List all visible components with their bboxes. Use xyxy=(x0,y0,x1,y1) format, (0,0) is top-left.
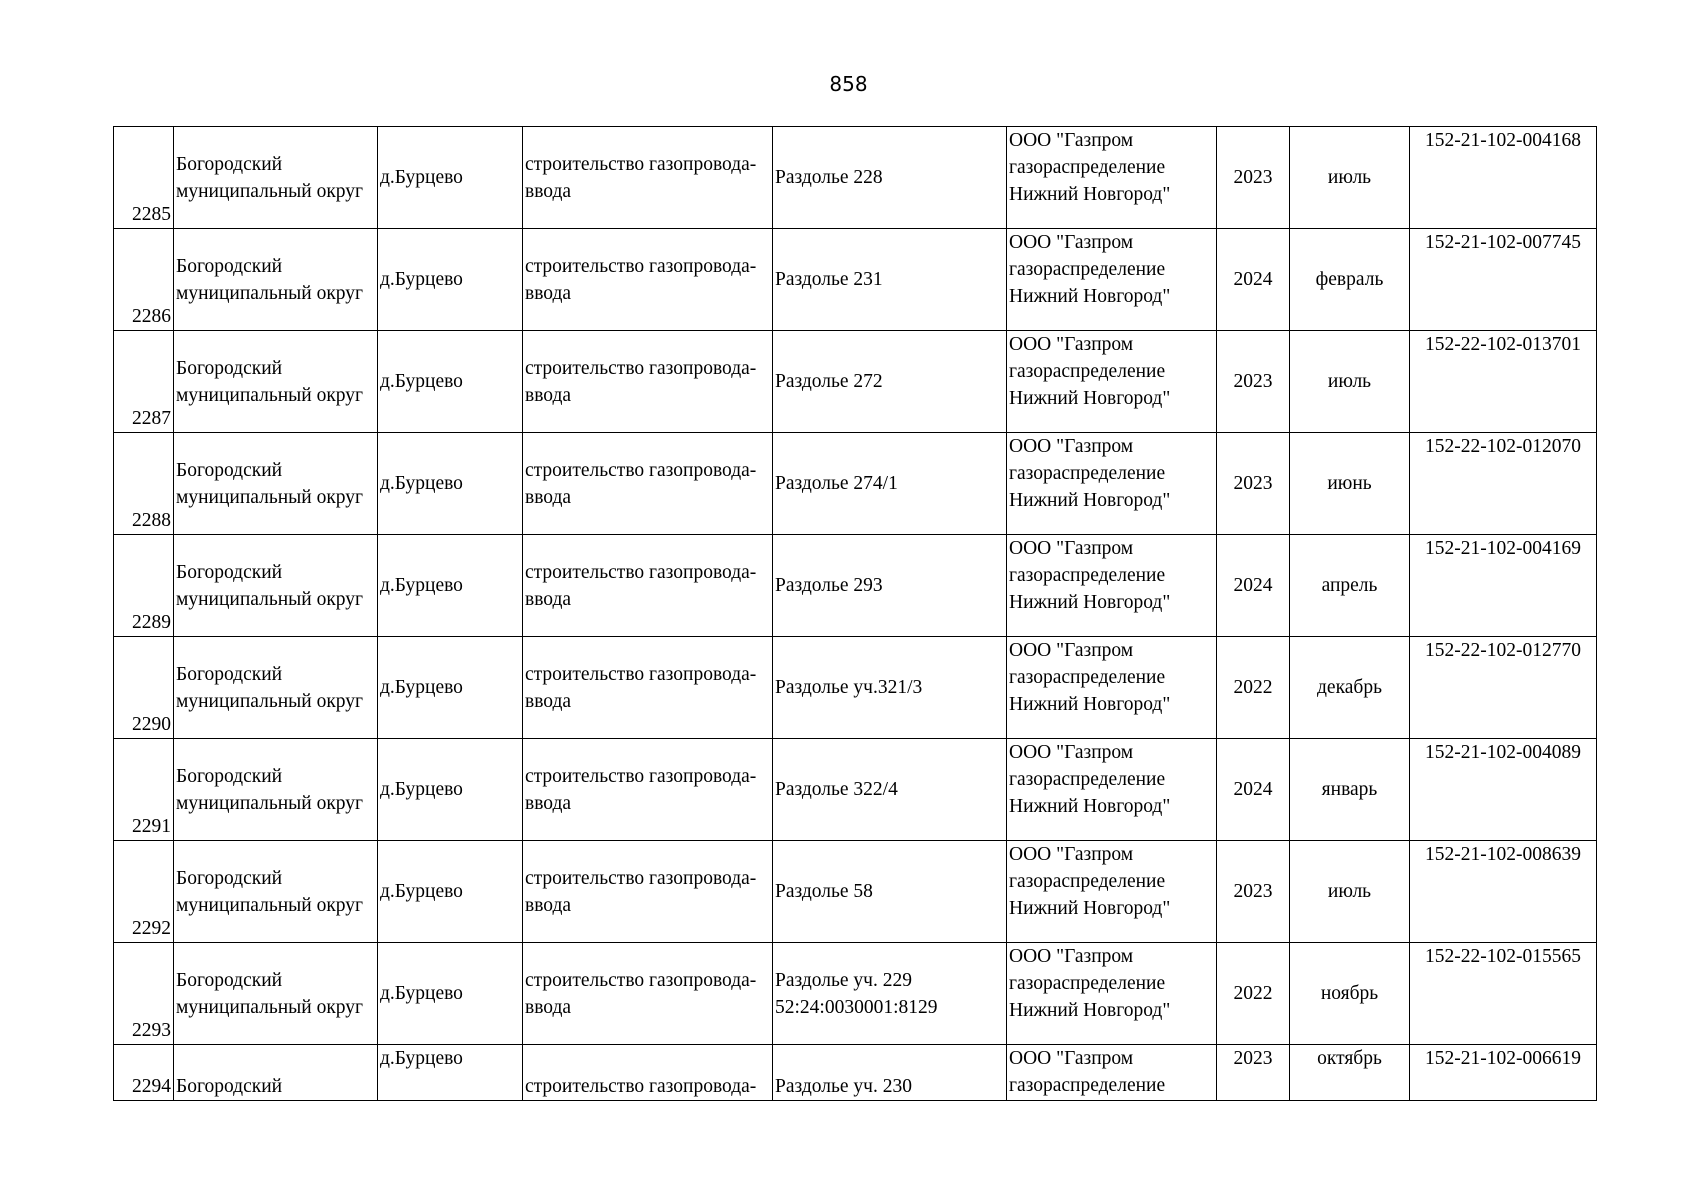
table-row xyxy=(114,1045,1597,1101)
work-type-cell-line: строительство газопровода- xyxy=(525,1076,757,1097)
organization-cell xyxy=(1007,127,1217,229)
district-cell-line: муниципальный округ xyxy=(176,486,364,508)
table-row xyxy=(114,127,1597,229)
row-number-cell: 2293 xyxy=(114,943,174,1045)
district-cell-line: Богородский xyxy=(176,663,283,685)
code-cell: 152-21-102-008639 xyxy=(1410,841,1597,943)
code-cell: 152-21-102-004168 xyxy=(1410,127,1597,229)
row-number-cell: 2285 xyxy=(114,127,174,229)
organization-cell-line: газораспределение xyxy=(1009,157,1166,178)
work-type-cell xyxy=(523,331,773,433)
organization-cell-line: ООО "Газпром xyxy=(1009,742,1134,763)
address-cell-line: Раздолье 231 xyxy=(775,269,883,290)
month-cell: июль xyxy=(1290,127,1410,229)
organization-cell xyxy=(1007,943,1217,1045)
organization-cell-line: газораспределение xyxy=(1009,973,1166,994)
organization-cell-line: газораспределение xyxy=(1009,769,1166,790)
address-cell xyxy=(773,127,1007,229)
row-number-cell: 2289 xyxy=(114,535,174,637)
year-cell: 2022 xyxy=(1217,943,1290,1045)
row-number-cell: 2288 xyxy=(114,433,174,535)
organization-cell-line: Нижний Новгород" xyxy=(1009,184,1171,205)
row-number-cell: 2287 xyxy=(114,331,174,433)
month-cell: декабрь xyxy=(1290,637,1410,739)
table-row xyxy=(114,943,1597,1045)
address-cell xyxy=(773,229,1007,331)
row-number-cell: 2294 xyxy=(114,1045,174,1101)
table-row xyxy=(114,841,1597,943)
organization-cell xyxy=(1007,229,1217,331)
district-cell xyxy=(174,637,378,739)
code-cell: 152-22-102-012770 xyxy=(1410,637,1597,739)
organization-cell-line: ООО "Газпром xyxy=(1009,946,1134,967)
work-type-cell-line: строительство газопровода- xyxy=(525,663,757,685)
organization-cell xyxy=(1007,535,1217,637)
district-cell xyxy=(174,331,378,433)
code-cell: 152-22-102-012070 xyxy=(1410,433,1597,535)
village-cell: д.Бурцево xyxy=(378,331,523,433)
work-type-cell xyxy=(523,841,773,943)
district-cell-line: муниципальный округ xyxy=(176,792,364,814)
district-cell-line: муниципальный округ xyxy=(176,894,364,916)
village-cell: д.Бурцево xyxy=(378,535,523,637)
organization-cell-line: газораспределение xyxy=(1009,259,1166,280)
work-type-cell-line: ввода xyxy=(525,792,572,814)
district-cell-line: Богородский xyxy=(176,459,283,481)
village-cell: д.Бурцево xyxy=(378,739,523,841)
work-type-cell xyxy=(523,127,773,229)
year-cell: 2023 xyxy=(1217,433,1290,535)
table-row xyxy=(114,433,1597,535)
month-cell: январь xyxy=(1290,739,1410,841)
organization-cell-line: Нижний Новгород" xyxy=(1009,796,1171,817)
address-cell-line: Раздолье 228 xyxy=(775,167,883,188)
organization-cell-line: газораспределение xyxy=(1009,871,1166,892)
district-cell xyxy=(174,739,378,841)
address-cell xyxy=(773,739,1007,841)
address-cell xyxy=(773,535,1007,637)
organization-cell-line: ООО "Газпром xyxy=(1009,640,1134,661)
organization-cell xyxy=(1007,739,1217,841)
year-cell: 2022 xyxy=(1217,637,1290,739)
table-row xyxy=(114,331,1597,433)
village-cell: д.Бурцево xyxy=(378,127,523,229)
district-cell xyxy=(174,433,378,535)
work-type-cell-line: ввода xyxy=(525,690,572,712)
district-cell-line: муниципальный округ xyxy=(176,588,364,610)
month-cell: октябрь xyxy=(1290,1045,1410,1101)
organization-cell-line: газораспределение xyxy=(1009,463,1166,484)
organization-cell-line: Нижний Новгород" xyxy=(1009,490,1171,511)
address-cell-line: Раздолье 293 xyxy=(775,575,883,596)
district-cell xyxy=(174,127,378,229)
organization-cell-line: ООО "Газпром xyxy=(1009,130,1134,151)
year-cell: 2023 xyxy=(1217,841,1290,943)
month-cell: ноябрь xyxy=(1290,943,1410,1045)
district-cell-line: муниципальный округ xyxy=(176,996,364,1018)
address-cell xyxy=(773,433,1007,535)
work-type-cell xyxy=(523,229,773,331)
work-type-cell xyxy=(523,433,773,535)
table-row xyxy=(114,535,1597,637)
organization-cell-line: Нижний Новгород" xyxy=(1009,286,1171,307)
district-cell-line: муниципальный округ xyxy=(176,180,364,202)
code-cell: 152-22-102-015565 xyxy=(1410,943,1597,1045)
address-cell-line: Раздолье 322/4 xyxy=(775,779,898,800)
organization-cell-line: ООО "Газпром xyxy=(1009,436,1134,457)
work-type-cell-line: ввода xyxy=(525,996,572,1018)
district-cell xyxy=(174,1045,378,1101)
organization-cell-line: газораспределение xyxy=(1009,565,1166,586)
month-cell: апрель xyxy=(1290,535,1410,637)
month-cell: июль xyxy=(1290,841,1410,943)
work-type-cell xyxy=(523,739,773,841)
address-cell xyxy=(773,637,1007,739)
work-type-cell-line: ввода xyxy=(525,588,572,610)
organization-cell xyxy=(1007,841,1217,943)
organization-cell-line: Нижний Новгород" xyxy=(1009,694,1171,715)
district-cell xyxy=(174,535,378,637)
address-cell-line: Раздолье уч. 230 xyxy=(775,1076,912,1097)
village-cell: д.Бурцево xyxy=(378,229,523,331)
code-cell: 152-21-102-004089 xyxy=(1410,739,1597,841)
village-cell: д.Бурцево xyxy=(378,433,523,535)
work-type-cell-line: ввода xyxy=(525,282,572,304)
organization-cell xyxy=(1007,637,1217,739)
code-cell: 152-21-102-007745 xyxy=(1410,229,1597,331)
year-cell: 2023 xyxy=(1217,127,1290,229)
organization-cell-line: ООО "Газпром xyxy=(1009,844,1134,865)
work-type-cell xyxy=(523,1045,773,1101)
year-cell: 2023 xyxy=(1217,331,1290,433)
work-type-cell-line: ввода xyxy=(525,486,572,508)
work-type-cell-line: строительство газопровода- xyxy=(525,867,757,889)
work-type-cell xyxy=(523,943,773,1045)
district-cell-line: муниципальный округ xyxy=(176,384,364,406)
organization-cell-line: Нижний Новгород" xyxy=(1009,592,1171,613)
organization-cell xyxy=(1007,331,1217,433)
organization-cell-line: Нижний Новгород" xyxy=(1009,388,1171,409)
work-type-cell-line: строительство газопровода- xyxy=(525,357,757,379)
row-number-cell: 2291 xyxy=(114,739,174,841)
work-type-cell-line: ввода xyxy=(525,384,572,406)
district-cell-line: Богородский xyxy=(176,1076,283,1097)
table-body xyxy=(114,127,1597,1101)
village-cell: д.Бурцево xyxy=(378,943,523,1045)
row-number-cell: 2292 xyxy=(114,841,174,943)
code-cell: 152-21-102-004169 xyxy=(1410,535,1597,637)
district-cell-line: Богородский xyxy=(176,357,283,379)
organization-cell xyxy=(1007,433,1217,535)
work-type-cell-line: ввода xyxy=(525,894,572,916)
organization-cell-line: Нижний Новгород" xyxy=(1009,898,1171,919)
page-number: 858 xyxy=(829,72,868,96)
address-cell-line: Раздолье 58 xyxy=(775,881,873,902)
year-cell: 2024 xyxy=(1217,739,1290,841)
organization-cell-line: ООО "Газпром xyxy=(1009,334,1134,355)
row-number-cell: 2290 xyxy=(114,637,174,739)
organization-cell-line: Нижний Новгород" xyxy=(1009,1000,1171,1021)
organization-cell-line: газораспределение xyxy=(1009,361,1166,382)
work-type-cell-line: строительство газопровода- xyxy=(525,153,757,175)
address-cell xyxy=(773,331,1007,433)
work-type-cell-line: строительство газопровода- xyxy=(525,255,757,277)
work-type-cell-line: строительство газопровода- xyxy=(525,765,757,787)
district-cell-line: Богородский xyxy=(176,153,283,175)
work-type-cell-line: ввода xyxy=(525,180,572,202)
year-cell: 2024 xyxy=(1217,229,1290,331)
work-type-cell xyxy=(523,637,773,739)
table-row xyxy=(114,637,1597,739)
address-cell-line: Раздолье 274/1 xyxy=(775,473,898,494)
organization-cell xyxy=(1007,1045,1217,1101)
month-cell: февраль xyxy=(1290,229,1410,331)
village-cell: д.Бурцево xyxy=(378,637,523,739)
work-type-cell xyxy=(523,535,773,637)
work-type-cell-line: строительство газопровода- xyxy=(525,459,757,481)
address-cell-line: Раздолье 272 xyxy=(775,371,883,392)
year-cell: 2024 xyxy=(1217,535,1290,637)
district-cell-line: Богородский xyxy=(176,765,283,787)
gas-pipeline-registry-table xyxy=(113,126,1597,1101)
work-type-cell-line: строительство газопровода- xyxy=(525,969,757,991)
year-cell: 2023 xyxy=(1217,1045,1290,1101)
address-cell xyxy=(773,1045,1007,1101)
village-cell: д.Бурцево xyxy=(378,841,523,943)
address-cell-line: Раздолье уч.321/3 xyxy=(775,677,923,698)
row-number-cell: 2286 xyxy=(114,229,174,331)
district-cell-line: Богородский xyxy=(176,867,283,889)
table-row xyxy=(114,739,1597,841)
code-cell: 152-21-102-006619 xyxy=(1410,1045,1597,1101)
address-cell-line: Раздолье уч. 229 xyxy=(775,969,912,991)
month-cell: июль xyxy=(1290,331,1410,433)
address-cell xyxy=(773,943,1007,1045)
code-cell: 152-22-102-013701 xyxy=(1410,331,1597,433)
district-cell-line: муниципальный округ xyxy=(176,690,364,712)
work-type-cell-line: строительство газопровода- xyxy=(525,561,757,583)
district-cell-line: Богородский xyxy=(176,969,283,991)
organization-cell-line: ООО "Газпром xyxy=(1009,538,1134,559)
organization-cell-line: газораспределение xyxy=(1009,1075,1166,1096)
district-cell xyxy=(174,229,378,331)
address-cell-line: 52:24:0030001:8129 xyxy=(775,996,938,1018)
organization-cell-line: ООО "Газпром xyxy=(1009,232,1134,253)
table-row xyxy=(114,229,1597,331)
organization-cell-line: ООО "Газпром xyxy=(1009,1048,1134,1069)
district-cell-line: муниципальный округ xyxy=(176,282,364,304)
district-cell-line: Богородский xyxy=(176,561,283,583)
district-cell xyxy=(174,943,378,1045)
village-cell: д.Бурцево xyxy=(378,1045,523,1101)
address-cell xyxy=(773,841,1007,943)
district-cell-line: Богородский xyxy=(176,255,283,277)
organization-cell-line: газораспределение xyxy=(1009,667,1166,688)
district-cell xyxy=(174,841,378,943)
month-cell: июнь xyxy=(1290,433,1410,535)
